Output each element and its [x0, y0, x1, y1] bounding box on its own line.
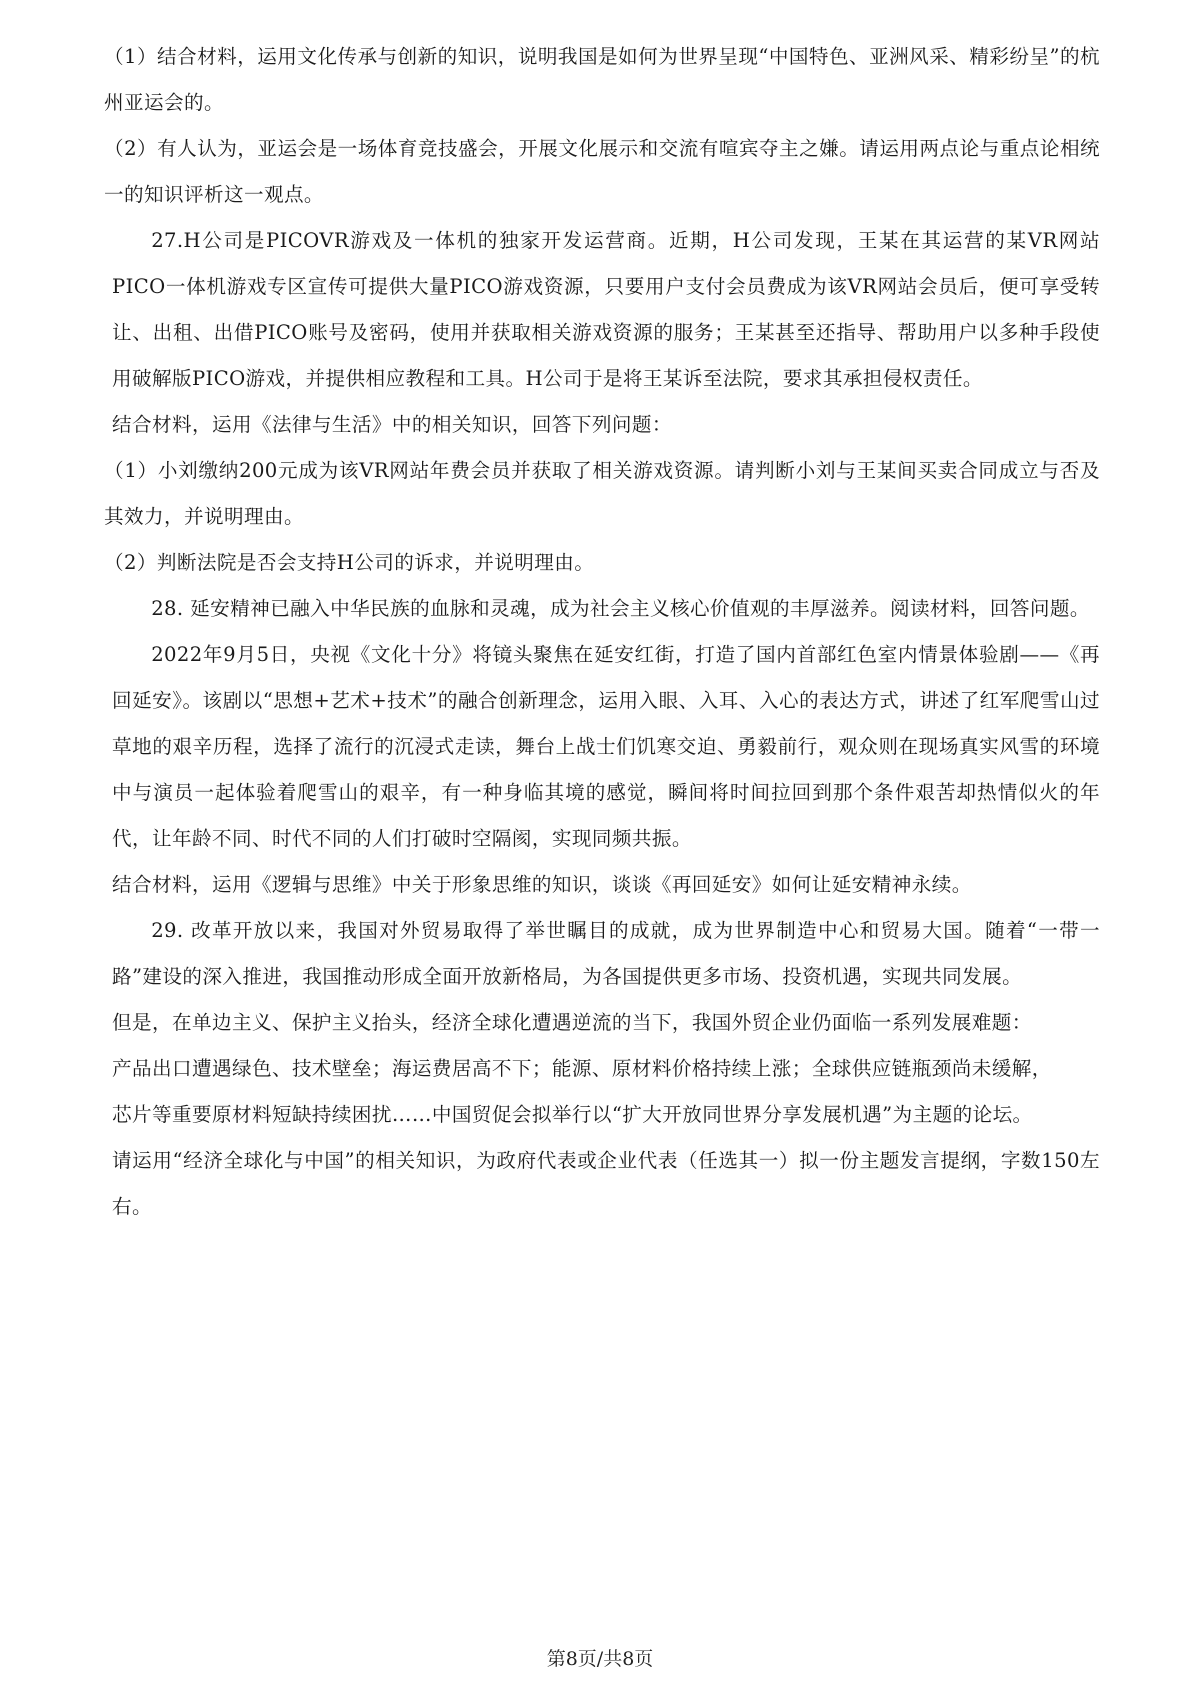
q29-line-4: 芯片等重要原材料短缺持续困扰……中国贸促会拟举行以“扩大开放同世界分享发展机遇”为主题的论坛。: [112, 1103, 1033, 1126]
q28-stem: 28. 延安精神已融入中华民族的血脉和灵魂，成为社会主义核心价值观的丰厚滋养。阅读材料，回答问题。: [151, 597, 1090, 620]
q27-sub-2: （2）判断法院是否会支持H公司的诉求，并说明理由。: [104, 551, 595, 574]
q27-stem: 27.H公司是PICOVR游戏及一体机的独家开发运营商。近期，H公司发现，王某在其运营的某VR网站PICO一体机游戏专区宣传可提供大量PICO游戏资源，只要用户支付会员费成为该VR网站会员后，便可享受转让、出租、出借PICO账号及密码，使用并获取相关游戏资源的服务；王某甚至还指导、帮助用户以多种手段使用破解版PICO游戏，并提供相应教程和工具。H公司于是将王某诉至法院，要求其承担侵权责任。: [112, 229, 1100, 390]
q27-sub-1: （1）小刘缴纳200元成为该VR网站年费会员并获取了相关游戏资源。请判断小刘与王某间买卖合同成立与否及其效力，并说明理由。: [104, 459, 1100, 528]
q26-sub-2: （2）有人认为，亚运会是一场体育竞技盛会，开展文化展示和交流有喧宾夺主之嫌。请运用两点论与重点论相统一的知识评析这一观点。: [104, 137, 1100, 206]
page-number-footer: 第8页/共8页: [546, 1648, 654, 1670]
q27-prompt: 结合材料，运用《法律与生活》中的相关知识，回答下列问题：: [112, 413, 672, 436]
q29-prompt: 请运用“经济全球化与中国”的相关知识，为政府代表或企业代表（任选其一）拟一份主题发言提纲，字数150左右。: [112, 1149, 1100, 1218]
page-content: [104, 34, 1100, 1230]
q29-line-2: 但是，在单边主义、保护主义抬头，经济全球化遭遇逆流的当下，我国外贸企业仍面临一系列发展难题：: [112, 1011, 1032, 1034]
q28-material: 2022年9月5日，央视《文化十分》将镜头聚焦在延安红街，打造了国内首部红色室内情景体验剧——《再回延安》。该剧以“思想+艺术+技术”的融合创新理念，运用入眼、入耳、入心的表达方式，讲述了红军爬雪山过草地的艰辛历程，选择了流行的沉浸式走读，舞台上战士们饥寒交迫、勇毅前行，观众则在现场真实风雪的环境中与演员一起体验着爬雪山的艰辛，有一种身临其境的感觉，瞬间将时间拉回到那个条件艰苦却热情似火的年代，让年龄不同、时代不同的人们打破时空隔阂，实现同频共振。: [112, 643, 1100, 850]
q29-line-3: 产品出口遭遇绿色、技术壁垒；海运费居高不下；能源、原材料价格持续上涨；全球供应链瓶颈尚未缓解，: [112, 1057, 1052, 1080]
q26-sub-1: （1）结合材料，运用文化传承与创新的知识，说明我国是如何为世界呈现“中国特色、亚洲风采、精彩纷呈”的杭州亚运会的。: [104, 45, 1100, 114]
q28-prompt: 结合材料，运用《逻辑与思维》中关于形象思维的知识，谈谈《再回延安》如何让延安精神永续。: [112, 873, 972, 896]
q29-stem: 29. 改革开放以来，我国对外贸易取得了举世瞩目的成就，成为世界制造中心和贸易大国。随着“一带一路”建设的深入推进，我国推动形成全面开放新格局，为各国提供更多市场、投资机遇，实现共同发展。: [112, 919, 1100, 988]
